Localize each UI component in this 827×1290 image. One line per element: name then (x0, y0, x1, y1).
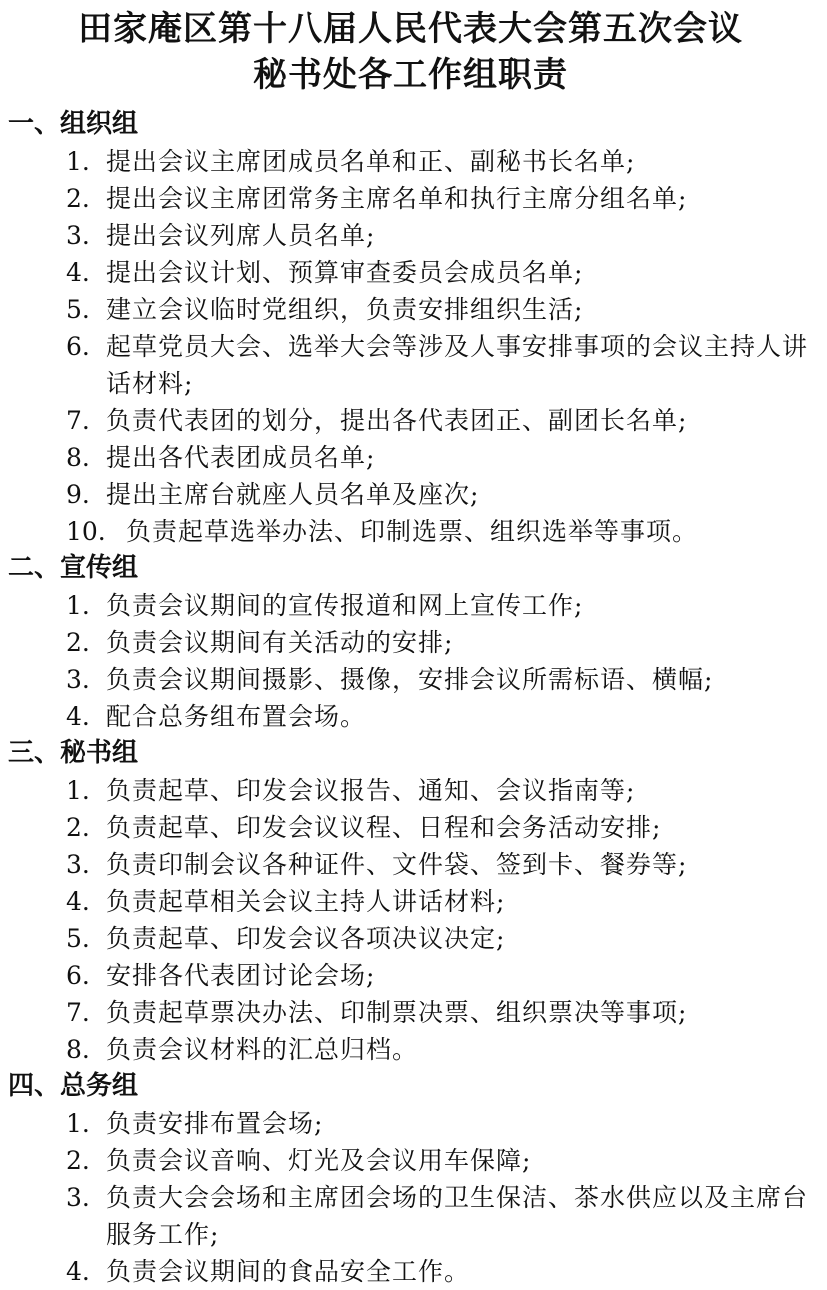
list-item (8, 1253, 813, 1290)
list-item-number: 5. (66, 924, 90, 953)
list-item-text: 负责会议音响、灯光及会议用车保障; (106, 1146, 532, 1175)
list-item-number: 1. (66, 591, 90, 620)
list-item (8, 920, 813, 957)
section-organization (8, 106, 813, 550)
list-item-text: 建立会议临时党组织，负责安排组织生活; (106, 295, 584, 324)
list-item-text: 负责起草相关会议主持人讲话材料; (106, 887, 506, 916)
list-item-number: 3. (66, 850, 90, 879)
list-item (8, 217, 813, 254)
list-item-text: 起草党员大会、选举大会等涉及人事安排事项的会议主持人讲话材料; (106, 332, 809, 398)
list-item-number: 2. (66, 184, 90, 213)
duty-list (8, 772, 813, 1068)
list-item-number: 2. (66, 813, 90, 842)
list-item-number: 4. (66, 258, 90, 287)
list-item-number: 1. (66, 776, 90, 805)
list-item-number: 8. (66, 1035, 90, 1064)
list-item-number: 6. (66, 332, 90, 361)
list-item-number: 4. (66, 887, 90, 916)
list-item (8, 476, 813, 513)
list-item (8, 772, 813, 809)
title-line-2: 秘书处各工作组职责 (253, 55, 568, 95)
list-item-text: 负责起草、印发会议各项决议决定; (106, 924, 506, 953)
list-item (8, 1105, 813, 1142)
list-item-text: 提出会议计划、预算审查委员会成员名单; (106, 258, 584, 287)
list-item-text: 负责代表团的划分，提出各代表团正、副团长名单; (106, 406, 688, 435)
list-item (8, 1179, 813, 1253)
list-item-text: 提出主席台就座人员名单及座次; (106, 480, 480, 509)
section-publicity (8, 550, 813, 735)
list-item-number: 1. (66, 1109, 90, 1138)
list-item (8, 809, 813, 846)
list-item (8, 180, 813, 217)
list-item-text: 提出各代表团成员名单; (106, 443, 376, 472)
list-item-number: 7. (66, 998, 90, 1027)
list-item-text: 提出会议主席团成员名单和正、副秘书长名单; (106, 147, 636, 176)
document-title (8, 6, 813, 98)
list-item (8, 957, 813, 994)
list-item-text: 提出会议列席人员名单; (106, 221, 376, 250)
list-item-text: 配合总务组布置会场。 (106, 702, 367, 731)
duty-list (8, 1105, 813, 1290)
section-heading: 四、总务组 (8, 1071, 139, 1101)
list-item (8, 846, 813, 883)
section-heading: 二、宣传组 (8, 553, 139, 583)
list-item-text: 负责大会会场和主席团会场的卫生保洁、茶水供应以及主席台服务工作; (106, 1183, 809, 1249)
list-item-number: 7. (66, 406, 90, 435)
list-item-text: 安排各代表团讨论会场; (106, 961, 376, 990)
list-item (8, 661, 813, 698)
list-item-text: 负责印制会议各种证件、文件袋、签到卡、餐券等; (106, 850, 688, 879)
list-item (8, 513, 813, 550)
section-heading: 一、组织组 (8, 109, 139, 139)
list-item-text: 提出会议主席团常务主席名单和执行主席分组名单; (106, 184, 688, 213)
title-line-1: 田家庵区第十八届人民代表大会第五次会议 (78, 9, 743, 49)
list-item-text: 负责会议期间摄影、摄像，安排会议所需标语、横幅; (106, 665, 714, 694)
list-item (8, 291, 813, 328)
list-item-number: 2. (66, 1146, 90, 1175)
list-item (8, 698, 813, 735)
list-item-number: 3. (66, 1183, 90, 1212)
list-item (8, 1031, 813, 1068)
list-item-number: 1. (66, 147, 90, 176)
list-item (8, 587, 813, 624)
section-general-affairs (8, 1068, 813, 1290)
list-item-number: 8. (66, 443, 90, 472)
list-item (8, 143, 813, 180)
list-item (8, 402, 813, 439)
section-heading: 三、秘书组 (8, 738, 139, 768)
duty-list (8, 143, 813, 550)
list-item-number: 2. (66, 628, 90, 657)
sections-container (8, 106, 813, 1290)
duty-list (8, 587, 813, 735)
list-item-number: 4. (66, 1257, 90, 1286)
list-item-number: 6. (66, 961, 90, 990)
list-item-text: 负责起草、印发会议议程、日程和会务活动安排; (106, 813, 662, 842)
list-item-text: 负责安排布置会场; (106, 1109, 324, 1138)
section-secretariat (8, 735, 813, 1068)
list-item (8, 883, 813, 920)
list-item-number: 10. (66, 517, 106, 546)
list-item-text: 负责会议材料的汇总归档。 (106, 1035, 419, 1064)
list-item (8, 994, 813, 1031)
list-item-number: 3. (66, 665, 90, 694)
list-item (8, 1142, 813, 1179)
list-item (8, 439, 813, 476)
list-item-text: 负责起草票决办法、印制票决票、组织票决等事项; (106, 998, 688, 1027)
list-item-number: 9. (66, 480, 90, 509)
list-item-text: 负责起草、印发会议报告、通知、会议指南等; (106, 776, 636, 805)
list-item (8, 254, 813, 291)
list-item-number: 5. (66, 295, 90, 324)
list-item (8, 624, 813, 661)
list-item-text: 负责起草选举办法、印制选票、组织选举等事项。 (126, 517, 699, 546)
list-item-number: 4. (66, 702, 90, 731)
list-item-text: 负责会议期间的食品安全工作。 (106, 1257, 471, 1286)
list-item (8, 328, 813, 402)
list-item-text: 负责会议期间有关活动的安排; (106, 628, 454, 657)
list-item-text: 负责会议期间的宣传报道和网上宣传工作; (106, 591, 584, 620)
list-item-number: 3. (66, 221, 90, 250)
